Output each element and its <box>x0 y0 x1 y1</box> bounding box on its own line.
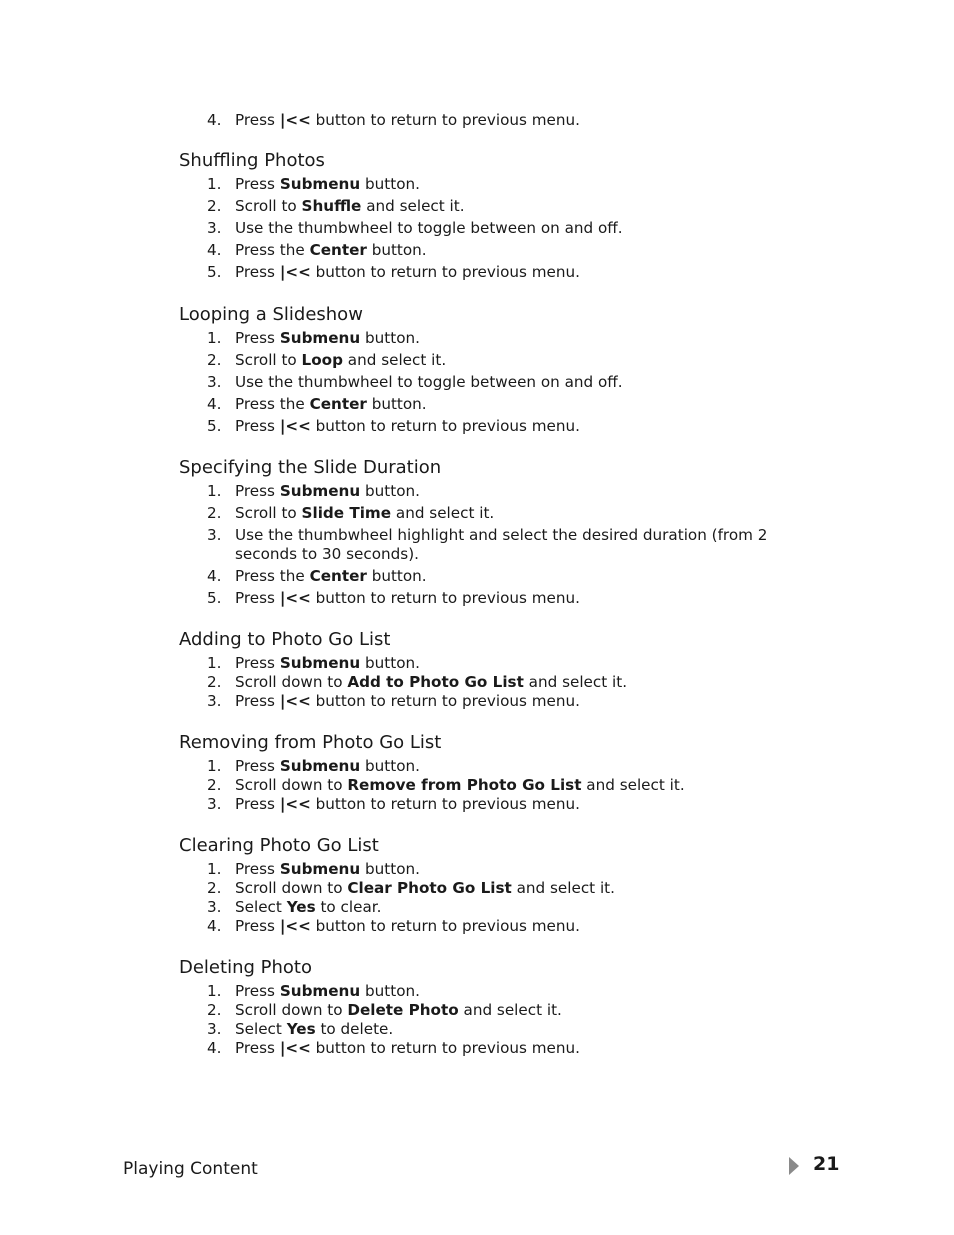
list-item <box>179 795 819 814</box>
step-text: Press <box>235 917 280 935</box>
list-item <box>179 879 819 898</box>
step-number: 2. <box>207 776 222 794</box>
steps-list <box>179 860 819 936</box>
list-item <box>179 654 819 673</box>
list-item <box>179 219 819 238</box>
step-number: 3. <box>207 795 222 813</box>
bold-term: |<< <box>279 589 311 607</box>
step-text: button to return to previous menu. <box>310 417 580 435</box>
steps-list <box>179 482 819 608</box>
bold-term: |<< <box>279 692 311 710</box>
list-item <box>179 329 819 348</box>
section-deleting-photo <box>179 957 819 1058</box>
list-item <box>179 1001 819 1020</box>
step-text: and select it. <box>342 351 447 369</box>
list-item <box>179 417 819 436</box>
section-adding-photo-go-list <box>179 629 819 711</box>
bold-term: Center <box>309 241 367 259</box>
list-item <box>179 860 819 879</box>
bold-term: Yes <box>286 1020 316 1038</box>
step-text: Press <box>235 692 280 710</box>
bold-term: |<< <box>279 917 311 935</box>
step-text: and select it. <box>361 197 465 215</box>
steps-list <box>179 329 819 436</box>
step-text: Press the <box>235 395 310 413</box>
bold-term: |<< <box>279 795 311 813</box>
bold-term: Submenu <box>279 654 361 672</box>
step-text: button. <box>360 175 420 193</box>
step-number: 1. <box>207 329 222 347</box>
bold-term: Remove from Photo Go List <box>347 776 582 794</box>
step-text: Press <box>235 860 280 878</box>
bold-term: Shuffle <box>301 197 362 215</box>
step-number: 3. <box>207 898 222 916</box>
steps-list <box>179 757 819 814</box>
step-text: button to return to previous menu. <box>310 263 580 281</box>
step-text: button. <box>360 757 420 775</box>
list-item <box>179 526 819 564</box>
list-item <box>179 567 819 586</box>
step-text: Scroll down to <box>235 1001 348 1019</box>
bold-term: Clear Photo Go List <box>347 879 512 897</box>
list-item <box>179 504 819 523</box>
bold-term: Delete Photo <box>347 1001 459 1019</box>
page-number: 21 <box>813 1153 840 1175</box>
step-text: button. <box>360 982 420 1000</box>
step-text: button to return to previous menu. <box>310 917 580 935</box>
step-text: button to return to previous menu. <box>310 1039 580 1057</box>
step-number: 3. <box>207 1020 222 1038</box>
step-number: 5. <box>207 263 222 281</box>
step-number: 2. <box>207 673 222 691</box>
step-number: 4. <box>207 567 222 585</box>
step-text: Press <box>235 795 280 813</box>
section-heading: Adding to Photo Go List <box>179 629 391 650</box>
step-number: 3. <box>207 219 222 237</box>
list-item <box>179 351 819 370</box>
list-item <box>179 263 819 282</box>
step-text: button to return to previous menu. <box>310 795 580 813</box>
step-number: 3. <box>207 373 222 391</box>
section-heading: Clearing Photo Go List <box>179 835 379 856</box>
step-text: Press the <box>235 567 310 585</box>
step-text: Select <box>235 1020 287 1038</box>
list-item <box>179 1020 819 1039</box>
bold-term: Submenu <box>279 757 361 775</box>
list-item <box>179 373 819 392</box>
step-text: Scroll down to <box>235 673 348 691</box>
step-text: Press <box>235 757 280 775</box>
step-number: 2. <box>207 1001 222 1019</box>
step-number: 4. <box>207 111 222 129</box>
intro-steps-list <box>179 111 819 130</box>
bold-term: |<< <box>279 417 311 435</box>
step-number: 2. <box>207 197 222 215</box>
step-text: Press <box>235 263 280 281</box>
step-text: button. <box>360 329 420 347</box>
list-item <box>179 898 819 917</box>
step-text: Use the thumbwheel highlight and select the desired duration (from 2 seconds to 30 seconds). <box>235 526 768 563</box>
step-number: 1. <box>207 482 222 500</box>
step-text: Scroll to <box>235 351 302 369</box>
section-slide-duration <box>179 457 819 611</box>
step-text: button. <box>366 567 427 585</box>
list-item <box>179 757 819 776</box>
step-text: and select it. <box>391 504 495 522</box>
step-text: button to return to previous menu. <box>310 589 580 607</box>
list-item <box>179 482 819 501</box>
step-text: Scroll down to <box>235 879 348 897</box>
list-item <box>179 395 819 414</box>
step-text: Scroll to <box>235 504 302 522</box>
bold-term: |<< <box>279 111 311 129</box>
bold-term: Center <box>309 567 367 585</box>
bold-term: Yes <box>286 898 316 916</box>
bold-term: Submenu <box>279 329 361 347</box>
step-text: Press <box>235 329 280 347</box>
bold-term: Submenu <box>279 982 361 1000</box>
bold-term: Submenu <box>279 860 361 878</box>
step-text: button. <box>360 860 420 878</box>
list-item <box>179 589 819 608</box>
step-text: and select it. <box>523 673 628 691</box>
step-text: Press the <box>235 241 310 259</box>
step-text: Press <box>235 1039 280 1057</box>
step-number: 1. <box>207 757 222 775</box>
step-text: Press <box>235 417 280 435</box>
step-number: 2. <box>207 879 222 897</box>
list-item <box>179 111 819 130</box>
list-item <box>179 692 819 711</box>
step-number: 1. <box>207 982 222 1000</box>
step-text: button to return to previous menu. <box>310 692 580 710</box>
step-text: and select it. <box>458 1001 562 1019</box>
bold-term: Loop <box>301 351 343 369</box>
step-text: and select it. <box>581 776 685 794</box>
section-looping-slideshow <box>179 304 819 439</box>
step-number: 2. <box>207 351 222 369</box>
list-item <box>179 197 819 216</box>
step-number: 5. <box>207 589 222 607</box>
triangle-right-icon <box>789 1157 799 1175</box>
step-text: Press <box>235 175 280 193</box>
section-heading: Deleting Photo <box>179 957 312 978</box>
step-text: to delete. <box>315 1020 394 1038</box>
step-text: button to return to previous menu. <box>310 111 580 129</box>
bold-term: |<< <box>279 1039 311 1057</box>
step-text: Press <box>235 982 280 1000</box>
step-number: 5. <box>207 417 222 435</box>
step-text: Press <box>235 482 280 500</box>
step-number: 1. <box>207 175 222 193</box>
section-removing-photo-go-list <box>179 732 819 814</box>
step-text: Scroll to <box>235 197 302 215</box>
steps-list <box>179 654 819 711</box>
section-clearing-photo-go-list <box>179 835 819 936</box>
bold-term: Submenu <box>279 175 361 193</box>
list-item <box>179 917 819 936</box>
bold-term: Center <box>309 395 367 413</box>
step-number: 1. <box>207 654 222 672</box>
bold-term: |<< <box>279 263 311 281</box>
section-heading: Removing from Photo Go List <box>179 732 442 753</box>
step-text: Scroll down to <box>235 776 348 794</box>
step-text: Use the thumbwheel to toggle between on and off. <box>235 373 623 391</box>
section-shuffling-photos <box>179 150 819 285</box>
step-number: 3. <box>207 526 222 544</box>
step-number: 4. <box>207 917 222 935</box>
section-heading: Specifying the Slide Duration <box>179 457 442 478</box>
bold-term: Slide Time <box>301 504 392 522</box>
footer-chapter-label: Playing Content <box>123 1159 258 1179</box>
step-text: button. <box>360 654 420 672</box>
list-item <box>179 175 819 194</box>
step-number: 4. <box>207 241 222 259</box>
list-item <box>179 241 819 260</box>
step-number: 4. <box>207 395 222 413</box>
step-text: Press <box>235 654 280 672</box>
steps-list <box>179 982 819 1058</box>
section-heading: Shuffling Photos <box>179 150 325 171</box>
step-text: Press <box>235 111 280 129</box>
list-item <box>179 982 819 1001</box>
step-text: button. <box>366 395 427 413</box>
step-text: Select <box>235 898 287 916</box>
bold-term: Submenu <box>279 482 361 500</box>
list-item <box>179 776 819 795</box>
steps-list <box>179 175 819 282</box>
step-number: 3. <box>207 692 222 710</box>
list-item <box>179 673 819 692</box>
step-text: and select it. <box>511 879 615 897</box>
step-number: 1. <box>207 860 222 878</box>
step-text: button. <box>366 241 427 259</box>
list-item <box>179 1039 819 1058</box>
bold-term: Add to Photo Go List <box>347 673 524 691</box>
step-number: 2. <box>207 504 222 522</box>
step-text: button. <box>360 482 420 500</box>
step-text: Press <box>235 589 280 607</box>
step-text: to clear. <box>315 898 382 916</box>
step-text: Use the thumbwheel to toggle between on and off. <box>235 219 623 237</box>
intro-list-section <box>179 111 819 130</box>
step-number: 4. <box>207 1039 222 1057</box>
section-heading: Looping a Slideshow <box>179 304 363 325</box>
